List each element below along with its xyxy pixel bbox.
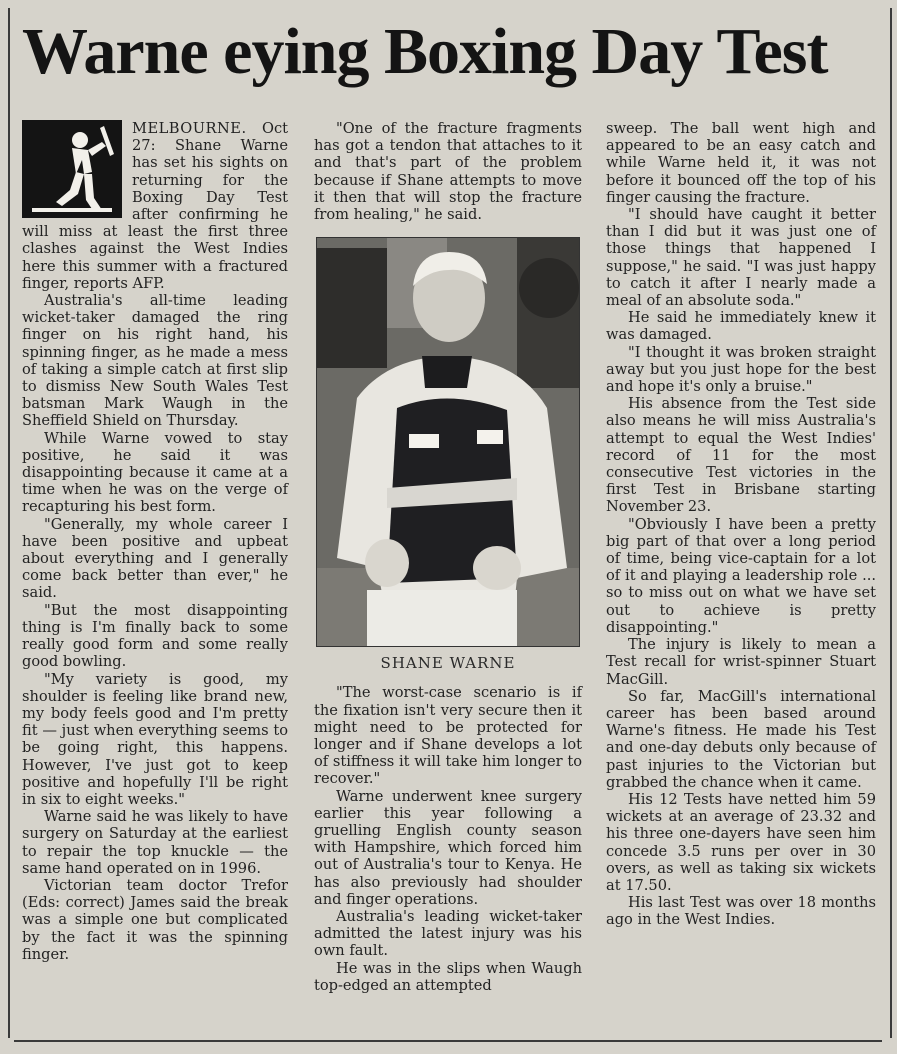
paragraph: So far, MacGill's international career has been based around Warne's fitness. He made his Test and one-day debuts only because of past injuries to the Victorian but grabbed the chance when it came. (606, 687, 876, 791)
paragraph-text: Oct 27: Shane Warne has set his sights on returning for the Boxing Day Test after confirming he will miss at least the first three clashes against the West Indies here this summer with a fractured finger, reports AFP. (22, 120, 288, 292)
article-column-2 (314, 120, 582, 994)
dateline: MELBOURNE. (132, 120, 247, 137)
article-column-1 (22, 120, 288, 963)
paragraph: sweep. The ball went high and appeared to be an easy catch and while Warne held it, it was not before it bounced off the top of his finger causing the fracture. (606, 120, 876, 206)
paragraph: He was in the slips when Waugh top-edged an attempted (314, 959, 582, 994)
paragraph: He said he immediately knew it was damaged. (606, 309, 876, 344)
paragraph: "The worst-case scenario is if the fixation isn't very secure then it might need to be protected for longer and if Shane develops a lot of stiffness it will take him longer to recover." (314, 684, 582, 788)
paragraph: The injury is likely to mean a Test recall for wrist-spinner Stuart MacGill. (606, 636, 876, 688)
paragraph: While Warne vowed to stay positive, he said it was disappointing because it came at a time when he was on the verge of recapturing his best form. (22, 429, 288, 516)
cricket-batsman-icon (22, 120, 122, 218)
paragraph: "One of the fracture fragments has got a tendon that attaches to it and that's part of the problem because if Shane attempts to move it then that will stop the fracture from healing," he said. (314, 120, 582, 224)
paragraph: "My variety is good, my shoulder is feeling like brand new, my body feels good and I'm pretty fit — just when everything seems to be going right, this happens. However, I've just got to keep positive and hopefully I'll be right in six to eight weeks." (22, 670, 288, 808)
paragraph: "I thought it was broken straight away but you just hope for the best and hope it's only a bruise." (606, 343, 876, 396)
paragraph: Australia's leading wicket-taker admitted the latest injury was his own fault. (314, 908, 582, 960)
paragraph: His absence from the Test side also means he will miss Australia's attempt to equal the West Indies' record of 11 for the most consecutive Test victories in the first Test in Brisbane starting November 23. (606, 395, 876, 516)
headline: Warne eying Boxing Day Test (22, 15, 828, 88)
paragraph: His 12 Tests have netted him 59 wickets at an average of 23.32 and his three one-dayers have seen him concede 3.5 runs per over in 30 overs, as well as taking six wickets at 17.50. (606, 790, 876, 894)
paragraph: Warne underwent knee surgery earlier this year following a gruelling English county season with Hampshire, which forced him out of Australia's tour to Kenya. He has also previously had shoulder and finger operations. (314, 787, 582, 908)
bottom-rule (14, 1040, 882, 1042)
paragraph: "Obviously I have been a pretty big part of that over a long period of time, being vice-captain for a lot of it and playing a leadership role ... so to miss out on what we have set out to achieve is pretty disappointing." (606, 515, 876, 636)
photo-caption: SHANE WARNE (380, 654, 516, 673)
paragraph: "I should have caught it better than I did but it was just one of those things that happened I suppose," he said. "I was just happy to catch it after I nearly made a meal of an absolute soda." (606, 206, 876, 310)
paragraph: "Generally, my whole career I have been positive and upbeat about everything and I generally come back better than ever," he said. (22, 515, 288, 602)
article-column-3 (606, 120, 876, 929)
paragraph: His last Test was over 18 months ago in the West Indies. (606, 894, 876, 929)
paragraph: Victorian team doctor Trefor (Eds: correct) James said the break was a simple one but complicated by the fact it was the spinning finger. (22, 876, 288, 963)
paragraph: "But the most disappointing thing is I'm finally back to some really good form and some really good bowling. (22, 601, 288, 671)
photo-shane-warne (316, 237, 580, 647)
paragraph: Warne said he was likely to have surgery on Saturday at the earliest to repair the top knuckle — the same hand operated on in 1996. (22, 808, 288, 877)
paragraph: Australia's all-time leading wicket-taker damaged the ring finger on his right hand, his spinning finger, as he made a mess of taking a simple catch at first slip to dismiss New South Wales Test batsman Mark Waugh in the Sheffield Shield on Thursday. (22, 292, 288, 430)
